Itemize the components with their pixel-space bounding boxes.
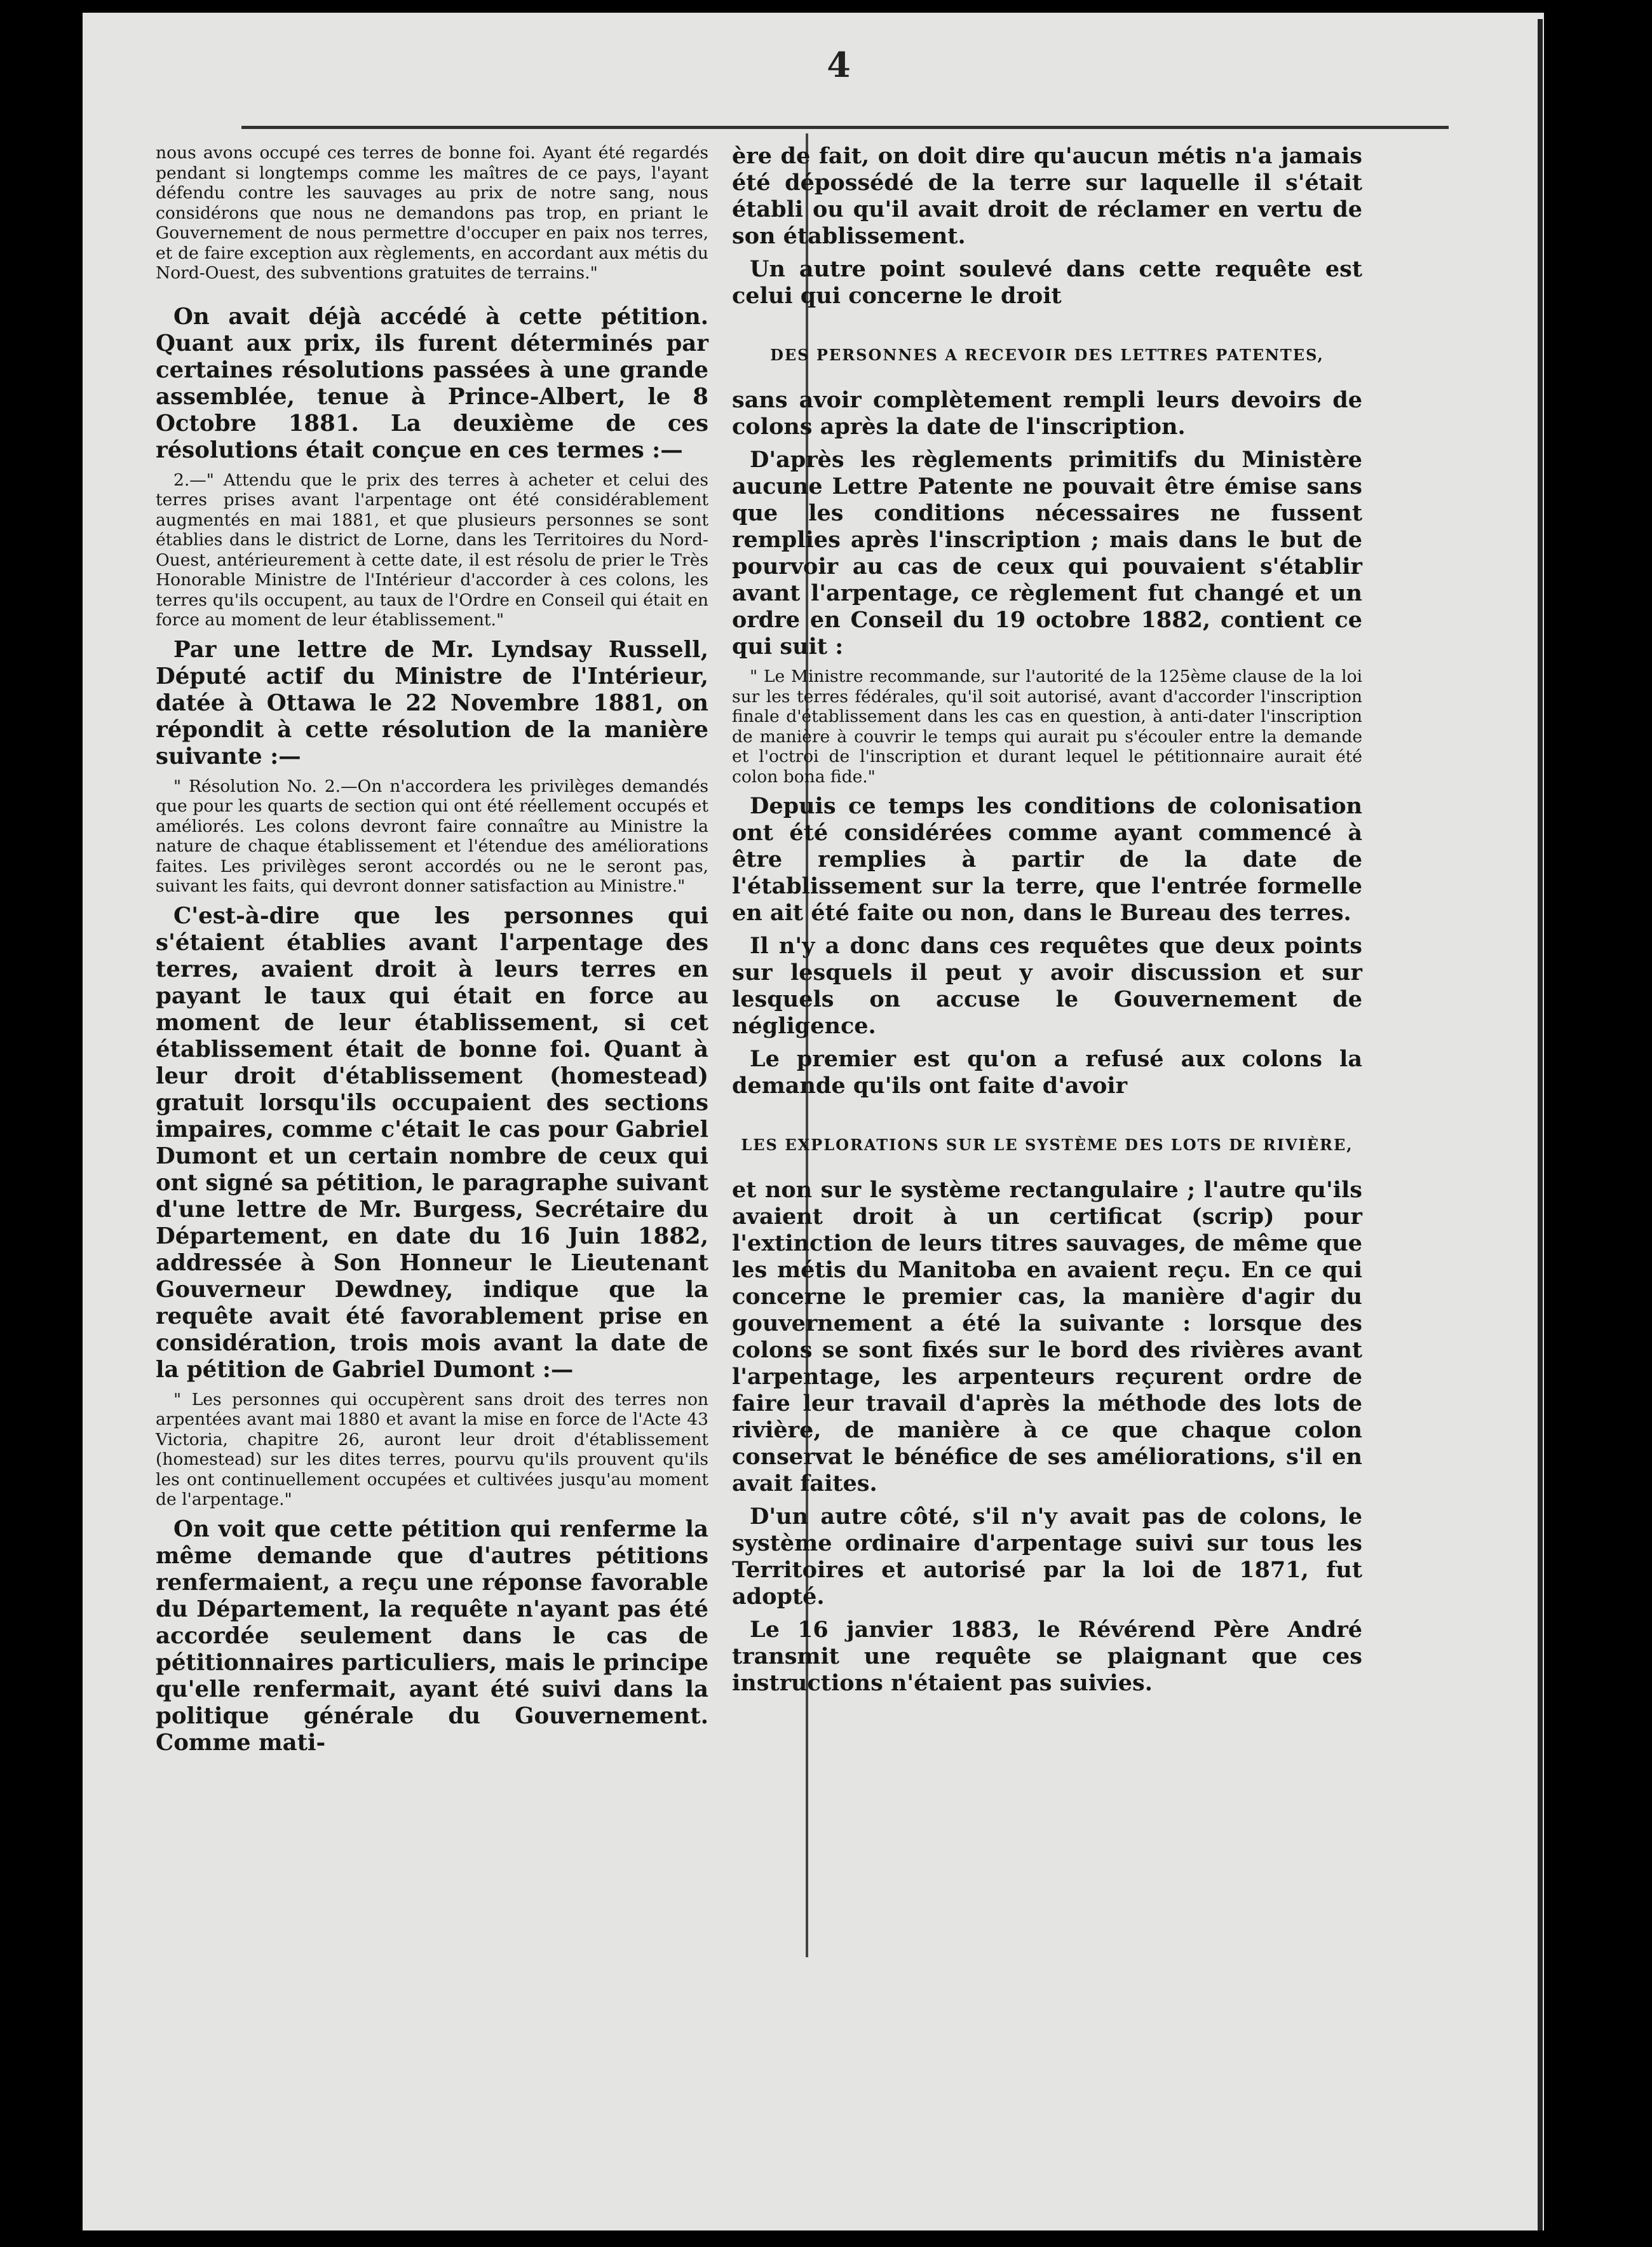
body-paragraph: On voit que cette pétition qui renferme la même demande que d'autres pétitions renfermaient, a reçu une réponse favorable du Département, la requête n'ayant pas été accordée seulement dans le cas de pétitionnaires particuliers, mais le principe qu'elle renfermait, ayant été suivi dans la politique générale du Gouvernement. Comme mati- xyxy=(156,1516,708,1756)
body-paragraph: Depuis ce temps les conditions de colonisation ont été considérées comme ayant commencé à être remplies à partir de la date de l'établissement sur la terre, que l'entrée formelle en ait été faite ou non, dans le Bureau des terres. xyxy=(732,793,1362,926)
body-paragraph: Il n'y a donc dans ces requêtes que deux points sur lesquels il peut y avoir discussion et sur lesquels on accuse le Gouvernement de négligence. xyxy=(732,933,1362,1039)
body-paragraph: Le premier est qu'on a refusé aux colons la demande qu'ils ont faite d'avoir xyxy=(732,1046,1362,1099)
body-paragraph: C'est-à-dire que les personnes qui s'étaient établies avant l'arpentage des terres, avaient droit à leurs terres en payant le taux qui était en force au moment de leur établissement, si cet établissement était de bonne foi. Quant à leur droit d'établissement (homestead) gratuit lorsqu'ils occupaient des sections impaires, comme c'était le cas pour Gabriel Dumont et un certain nombre de ceux qui ont signé sa pétition, le paragraphe suivant d'une lettre de Mr. Burgess, Secrétaire du Département, en date du 16 Juin 1882, addressée à Son Honneur le Lieutenant Gouverneur Dewdney, indique que la requête avait été favorablement prise en considération, trois mois avant la date de la pétition de Gabriel Dumont :— xyxy=(156,902,708,1383)
quote-paragraph: nous avons occupé ces terres de bonne foi. Ayant été regardés pendant si longtemps comme les maîtres de ce pays, l'ayant défendu contre les sauvages au prix de notre sang, nous considérons que nous ne demandons pas trop, en priant le Gouvernement de nous permettre d'occuper en paix nos terres, et de faire exception aux règlements, en accordant aux métis du Nord-Ouest, des subventions gratuites de terrains." xyxy=(156,143,708,283)
body-paragraph: et non sur le système rectangulaire ; l'autre qu'ils avaient droit à un certificat (scrip) pour l'extinction de leurs titres sauvages, de même que les métis du Manitoba en avaient reçu. En ce qui concerne le premier cas, la manière d'agir du gouvernement a été la suivante : lorsque des colons se sont fixés sur le bord des rivières avant l'arpentage, les arpenteurs reçurent ordre de faire leur travail d'après la méthode des lots de rivière, de manière à ce que chaque colon conservat le bénéfice de ses améliorations, s'il en avait faites. xyxy=(732,1177,1362,1497)
section-heading: DES PERSONNES A RECEVOIR DES LETTRES PATENTES, xyxy=(770,346,1324,364)
body-paragraph: sans avoir complètement rempli leurs devoirs de colons après la date de l'inscription. xyxy=(732,387,1362,440)
body-paragraph: Par une lettre de Mr. Lyndsay Russell, Député actif du Ministre de l'Intérieur, datée à Ottawa le 22 Novembre 1881, on répondit à cette résolution de la manière suivante :— xyxy=(156,636,708,770)
body-paragraph: ère de fait, on doit dire qu'aucun métis n'a jamais été dépossédé de la terre sur laquelle il s'était établi ou qu'il avait droit de réclamer en vertu de son établissement. xyxy=(732,143,1362,249)
body-paragraph: Un autre point soulevé dans cette requête est celui qui concerne le droit xyxy=(732,256,1362,309)
body-paragraph: D'après les règlements primitifs du Ministère aucune Lettre Patente ne pouvait être émise sans que les conditions nécessaires ne fussent remplies après l'inscription ; mais dans le but de pourvoir au cas de ceux qui pouvaient s'établir avant l'arpentage, ce règlement fut changé et un ordre en Conseil du 19 octobre 1882, contient ce qui suit : xyxy=(732,447,1362,660)
body-paragraph: Le 16 janvier 1883, le Révérend Père André transmit une requête se plaignant que ces instructions n'étaient pas suivies. xyxy=(732,1617,1362,1696)
body-paragraph: D'un autre côté, s'il n'y avait pas de colons, le système ordinaire d'arpentage suivi sur tous les Territoires et autorisé par la loi de 1871, fut adopté. xyxy=(732,1504,1362,1610)
section-heading: LES EXPLORATIONS SUR LE SYSTÈME DES LOTS DE RIVIÈRE, xyxy=(741,1136,1353,1154)
right-column xyxy=(732,143,1362,1703)
header-rule xyxy=(241,126,1449,129)
page-number: 4 xyxy=(827,44,851,85)
right-edge-rule xyxy=(1538,19,1543,2230)
body-paragraph: On avait déjà accédé à cette pétition. Quant aux prix, ils furent déterminés par certaines résolutions passées à une grande assemblée, tenue à Prince-Albert, le 8 Octobre 1881. La deuxième de ces résolutions était conçue en ces termes :— xyxy=(156,303,708,463)
resolution-quote: " Résolution No. 2.—On n'accordera les privilèges demandés que pour les quarts de section qui ont été réellement occupés et améliorés. Les colons devront faire connaître au Ministre la nature de chaque établissement et l'étendue des améliorations faites. Les privilèges seront accordés ou ne le seront pas, suivant les faits, qui devront donner satisfaction au Ministre." xyxy=(156,776,708,896)
left-column xyxy=(156,143,708,1763)
resolution-quote: 2.—" Attendu que le prix des terres à acheter et celui des terres prises avant l'arpentage ont été considérablement augmentés en mai 1881, et que plusieurs personnes se sont établies dans le district de Lorne, dans les Territoires du Nord-Ouest, antérieurement à cette date, il est résolu de prier le Très Honorable Ministre de l'Intérieur d'accorder à ces colons, les terres qu'ils occupent, au taux de l'Ordre en Conseil qui était en force au moment de leur établissement." xyxy=(156,470,708,630)
letter-quote: " Les personnes qui occupèrent sans droit des terres non arpentées avant mai 1880 et avant la mise en force de l'Acte 43 Victoria, chapitre 26, auront leur droit d'établissement (homestead) sur les dites terres, pourvu qu'ils prouvent qu'ils les ont continuellement occupées et cultivées jusqu'au moment de l'arpentage." xyxy=(156,1389,708,1509)
order-quote: " Le Ministre recommande, sur l'autorité de la 125ème clause de la loi sur les terres fédérales, qu'il soit autorisé, avant d'accorder l'inscription finale d'établissement dans les cas en question, à anti-dater l'inscription de manière à couvrir le temps qui aurait pu s'écouler entre la demande et l'octroi de l'inscription et durant lequel le pétitionnaire aurait été colon bona fide." xyxy=(732,667,1362,787)
